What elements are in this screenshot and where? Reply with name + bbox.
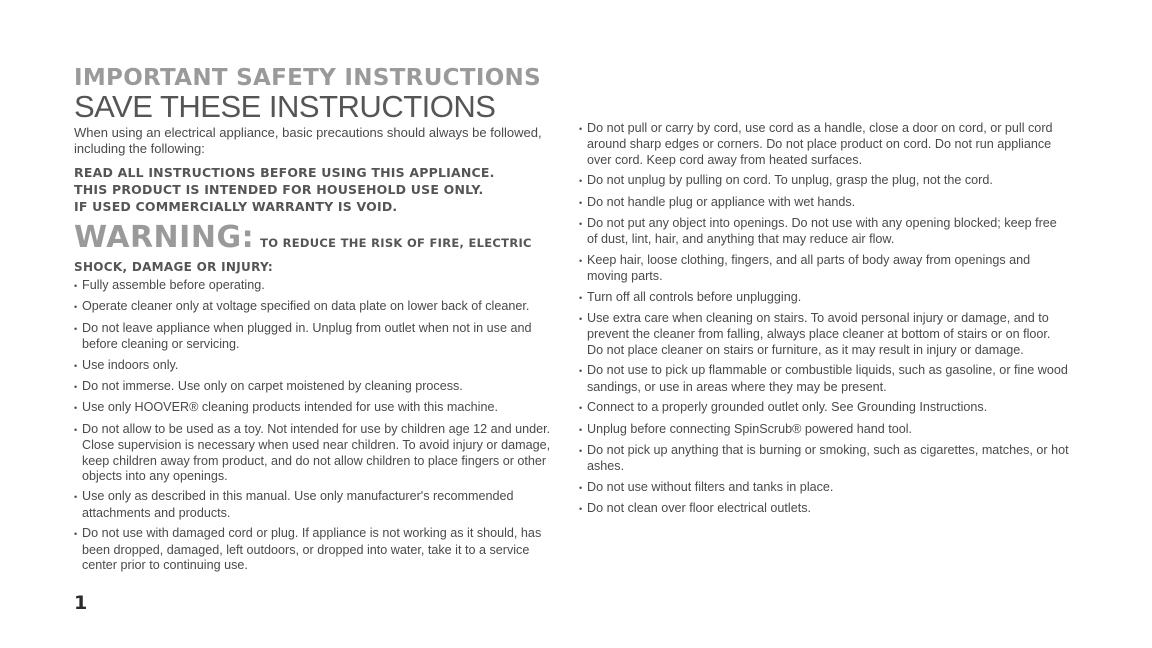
notice-line-household: THIS PRODUCT IS INTENDED FOR HOUSEHOLD USE ONLY. bbox=[74, 182, 484, 197]
notice-line-warranty: IF USED COMMERCIALLY WARRANTY IS VOID. bbox=[74, 199, 398, 214]
warning-subtitle-continued: SHOCK, DAMAGE OR INJURY: bbox=[74, 260, 273, 274]
list-item: • Turn off all controls before unplugging. bbox=[579, 290, 1069, 306]
list-item: • Do not pick up anything that is burning or smoking, such as cigarettes, matches, or hot ashes. bbox=[579, 443, 1069, 475]
warning-heading bbox=[74, 220, 564, 258]
left-column bbox=[74, 66, 564, 579]
left-safety-list bbox=[74, 278, 564, 574]
list-item: • Operate cleaner only at voltage specified on data plate on lower back of cleaner. bbox=[74, 299, 564, 315]
list-item: • Do not immerse. Use only on carpet moistened by cleaning process. bbox=[74, 379, 564, 395]
list-item: • Do not handle plug or appliance with wet hands. bbox=[579, 195, 1069, 211]
list-item: • Do not leave appliance when plugged in. Unplug from outlet when not in use and before cleaning or servicing. bbox=[74, 321, 564, 353]
right-safety-list bbox=[579, 121, 1069, 518]
list-item: • Use only HOOVER® cleaning products intended for use with this machine. bbox=[74, 400, 564, 416]
important-safety-heading: IMPORTANT SAFETY INSTRUCTIONS bbox=[74, 65, 541, 91]
list-item: • Do not allow to be used as a toy. Not intended for use by children age 12 and under. Close supervision is necessary when used near children. To avoid injury or damage, keep children away from product, and do not allow children to place fingers or other objects into any openings. bbox=[74, 422, 564, 485]
list-item: • Use indoors only. bbox=[74, 358, 564, 374]
warning-word: WARNING: bbox=[74, 220, 255, 255]
list-item: • Do not use to pick up flammable or combustible liquids, such as gasoline, or fine wood sandings, or use in areas where they may be present. bbox=[579, 363, 1069, 395]
household-notice bbox=[74, 164, 564, 215]
list-item: • Fully assemble before operating. bbox=[74, 278, 564, 294]
list-item: • Do not pull or carry by cord, use cord as a handle, close a door on cord, or pull cord around sharp edges or corners. Do not place product on cord. Do not run appliance over cord. Keep cord away from heated surfaces. bbox=[579, 121, 1069, 168]
warning-subtitle: TO REDUCE THE RISK OF FIRE, ELECTRIC bbox=[260, 236, 532, 250]
list-item: • Keep hair, loose clothing, fingers, and all parts of body away from openings and moving parts. bbox=[579, 253, 1069, 285]
list-item: • Do not unplug by pulling on cord. To unplug, grasp the plug, not the cord. bbox=[579, 173, 1069, 189]
list-item: • Use extra care when cleaning on stairs. To avoid personal injury or damage, and to prevent the cleaner from falling, always place cleaner at bottom of stairs or on floor. Do not place cleaner on stairs or furniture, as it may result in injury or damage. bbox=[579, 311, 1069, 358]
list-item: • Use only as described in this manual. Use only manufacturer's recommended attachments and products. bbox=[74, 489, 564, 521]
right-column bbox=[579, 121, 1069, 523]
notice-line-read: READ ALL INSTRUCTIONS BEFORE USING THIS APPLIANCE. bbox=[74, 165, 495, 180]
list-item: • Do not use with damaged cord or plug. If appliance is not working as it should, has been dropped, damaged, left outdoors, or dropped into water, take it to a service center prior to continuing use. bbox=[74, 526, 564, 573]
list-item: • Do not put any object into openings. Do not use with any opening blocked; keep free of dust, lint, hair, and anything that may reduce air flow. bbox=[579, 216, 1069, 248]
intro-text: When using an electrical appliance, basic precautions should always be followed, including the following: bbox=[74, 125, 542, 156]
list-item: • Connect to a properly grounded outlet only. See Grounding Instructions. bbox=[579, 400, 1069, 416]
list-item: • Unplug before connecting SpinScrub® powered hand tool. bbox=[579, 422, 1069, 438]
list-item: • Do not clean over floor electrical outlets. bbox=[579, 501, 1069, 517]
page-number: 1 bbox=[74, 592, 88, 614]
save-instructions-heading: SAVE THESE INSTRUCTIONS bbox=[74, 89, 496, 124]
list-item: • Do not use without filters and tanks in place. bbox=[579, 480, 1069, 496]
